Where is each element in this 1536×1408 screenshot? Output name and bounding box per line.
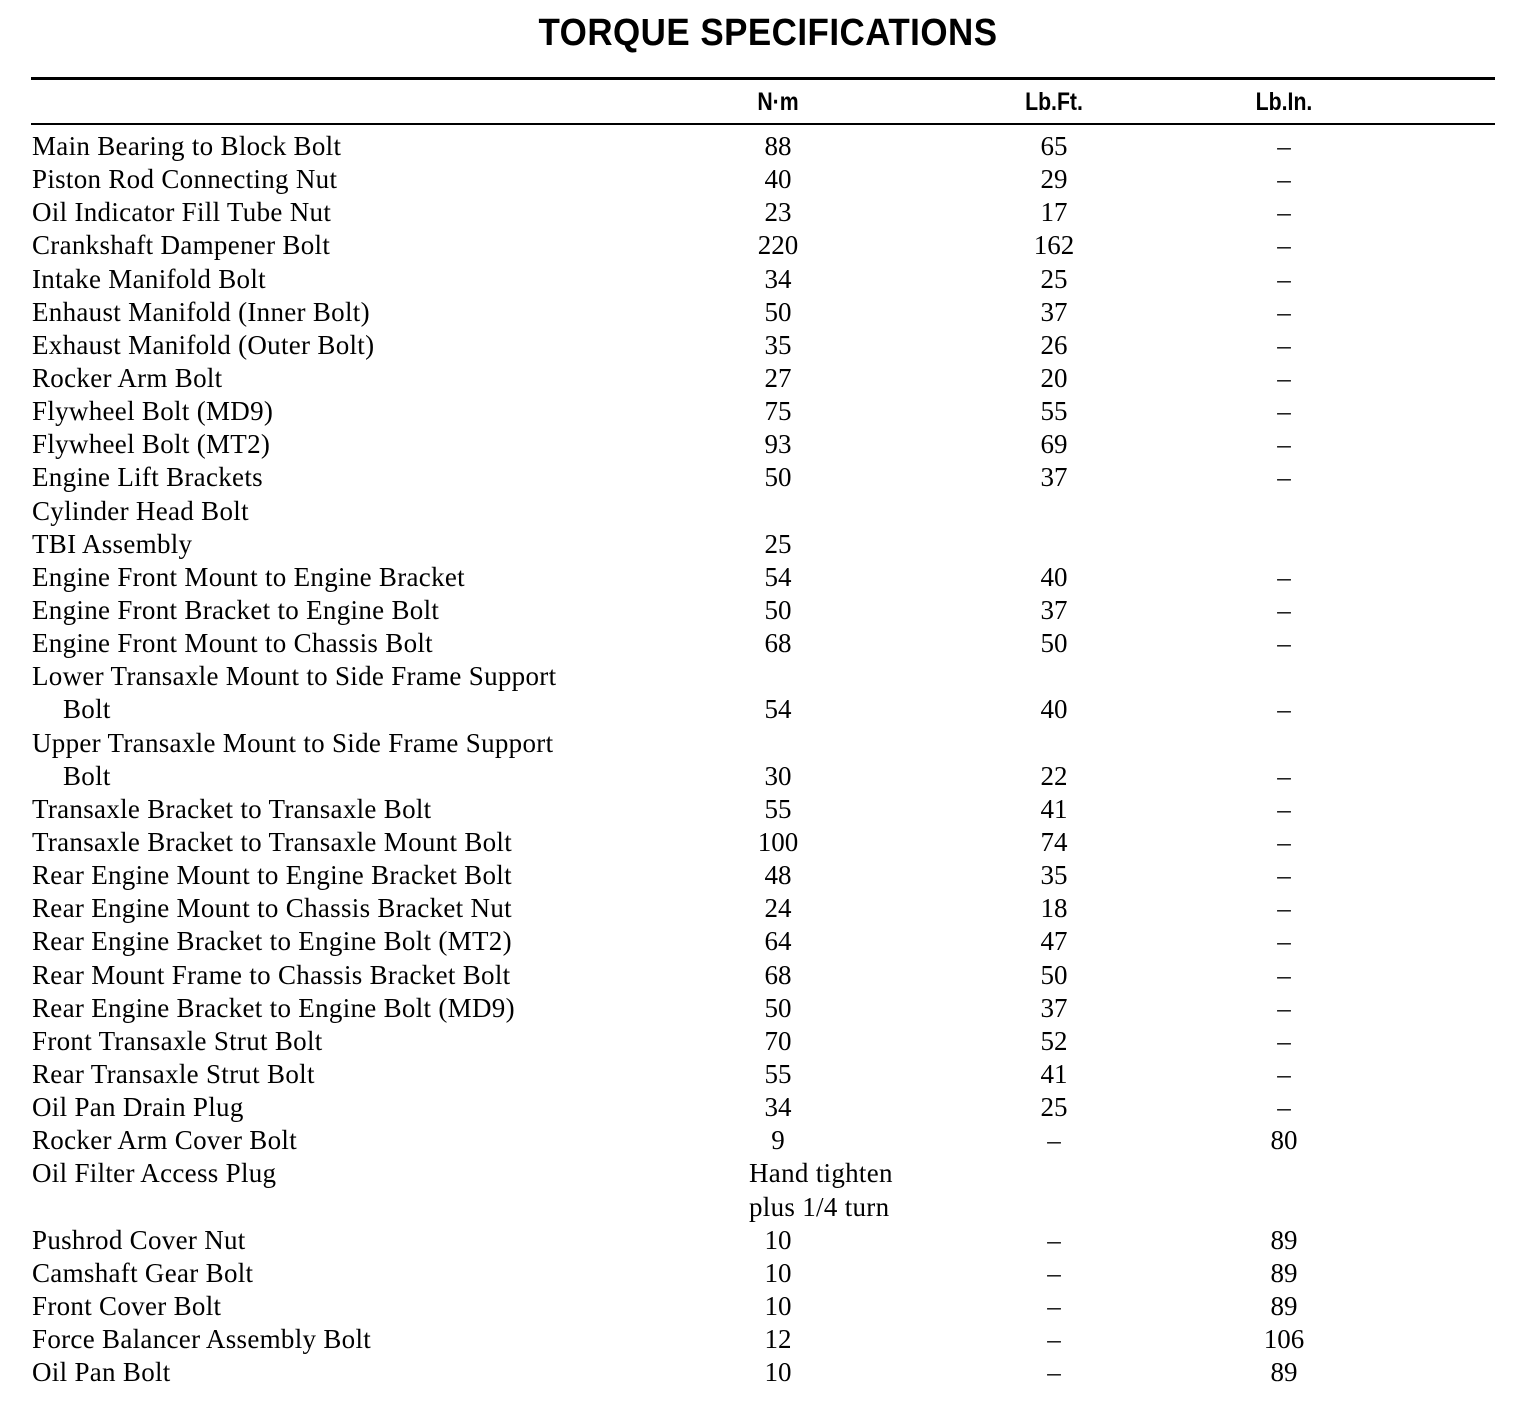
table-row: [0, 1025, 1536, 1058]
table-row: [0, 1323, 1536, 1356]
nm-instruction: [749, 1157, 893, 1223]
lbin-value: 106: [1263, 1324, 1305, 1355]
table-row: [0, 296, 1536, 329]
table-row: [0, 561, 1536, 594]
component-name: [32, 296, 370, 329]
lbin-value: 89: [1270, 1357, 1298, 1388]
nm-value: 220: [757, 230, 799, 261]
table-row: [0, 1356, 1536, 1389]
table-row: [0, 263, 1536, 296]
lbin-value: 80: [1270, 1125, 1298, 1156]
lbft-value: –: [1047, 1324, 1061, 1355]
lbft-value: 37: [1040, 594, 1068, 625]
component-name-continuation: Bolt: [63, 694, 111, 725]
component-name-line: Rear Engine Mount to Engine Bracket Bolt: [32, 860, 512, 891]
lbft-value: 20: [1040, 362, 1068, 393]
nm-value: 70: [764, 1025, 792, 1056]
nm-value: 50: [764, 992, 792, 1023]
nm-value: 10: [764, 1224, 792, 1255]
lbft-value: 55: [1040, 396, 1068, 427]
component-name: [32, 1323, 371, 1356]
component-name: [32, 925, 512, 958]
component-name: [32, 1124, 297, 1157]
lbin-value: –: [1277, 263, 1291, 294]
component-name-line: Engine Front Mount to Chassis Bolt: [32, 628, 433, 659]
component-name-line: Flywheel Bolt (MD9): [32, 396, 274, 427]
component-name: [32, 992, 515, 1025]
component-name: [32, 528, 192, 561]
component-name: [32, 362, 222, 395]
component-name-line: Engine Front Mount to Engine Bracket: [32, 561, 465, 592]
component-name-line: Transaxle Bracket to Transaxle Bolt: [32, 793, 432, 824]
torque-table: [0, 130, 1536, 1389]
table-row: [0, 428, 1536, 461]
component-name-line: TBI Assembly: [32, 528, 193, 559]
nm-value: 30: [764, 760, 792, 791]
lbin-value: –: [1277, 429, 1291, 460]
component-name: [32, 1290, 221, 1323]
lbft-value: –: [1047, 1290, 1061, 1321]
component-name-line: Exhaust Manifold (Outer Bolt): [32, 329, 375, 360]
table-row: [0, 892, 1536, 925]
component-name: [32, 1224, 246, 1257]
table-row: [0, 329, 1536, 362]
lbin-value: –: [1277, 561, 1291, 592]
lbin-value: –: [1277, 1092, 1291, 1123]
nm-value: 68: [764, 959, 792, 990]
lbft-value: 50: [1040, 628, 1068, 659]
lbft-value: –: [1047, 1257, 1061, 1288]
lbin-value: –: [1277, 959, 1291, 990]
table-row: [0, 362, 1536, 395]
nm-value: 10: [764, 1357, 792, 1388]
lbft-value: 50: [1040, 959, 1068, 990]
lbin-value: –: [1277, 164, 1291, 195]
lbft-value: 65: [1040, 131, 1068, 161]
nm-value: 10: [764, 1290, 792, 1321]
component-name: [32, 395, 273, 428]
lbin-value: –: [1277, 926, 1291, 957]
table-row: [0, 130, 1536, 163]
lbin-value: 89: [1270, 1224, 1298, 1255]
table-row: [0, 925, 1536, 958]
lbft-value: 47: [1040, 926, 1068, 957]
lbin-value: 89: [1270, 1257, 1298, 1288]
lbin-value: 89: [1270, 1290, 1298, 1321]
component-name-line: Piston Rod Connecting Nut: [32, 164, 338, 195]
lbft-value: 37: [1040, 296, 1068, 327]
nm-value: 64: [764, 926, 792, 957]
nm-value: 50: [764, 594, 792, 625]
lbft-value: 162: [1033, 230, 1075, 261]
component-name-line: Flywheel Bolt (MT2): [32, 429, 271, 460]
component-name: [32, 1356, 171, 1389]
header-divider: [31, 123, 1495, 125]
column-header-nm: N·m: [757, 88, 799, 116]
nm-value: 40: [764, 164, 792, 195]
component-name-line: Lower Transaxle Mount to Side Frame Support: [32, 661, 557, 692]
component-name-line: Rear Mount Frame to Chassis Bracket Bolt: [32, 959, 511, 990]
component-name-line: Oil Indicator Fill Tube Nut: [32, 197, 332, 228]
lbin-value: –: [1277, 760, 1291, 791]
nm-value: 55: [764, 793, 792, 824]
lbin-value: –: [1277, 694, 1291, 725]
table-row: [0, 627, 1536, 660]
component-name-line: Oil Pan Drain Plug: [32, 1092, 244, 1123]
lbin-value: –: [1277, 1058, 1291, 1089]
lbft-value: 37: [1040, 992, 1068, 1023]
component-name-line: Front Transaxle Strut Bolt: [32, 1025, 323, 1056]
component-name: [32, 229, 330, 262]
component-name: [32, 727, 553, 793]
lbin-value: –: [1277, 893, 1291, 924]
lbft-value: 18: [1040, 893, 1068, 924]
nm-value: 48: [764, 860, 792, 891]
component-name: [32, 594, 439, 627]
component-name-line: Rear Engine Bracket to Engine Bolt (MD9): [32, 992, 515, 1023]
lbft-value: 41: [1040, 793, 1068, 824]
lbft-value: 17: [1040, 197, 1068, 228]
page-title: TORQUE SPECIFICATIONS: [538, 12, 998, 54]
component-name-line: Rocker Arm Cover Bolt: [32, 1125, 298, 1156]
component-name: [32, 1157, 276, 1190]
lbft-value: 40: [1040, 561, 1068, 592]
lbft-value: 25: [1040, 263, 1068, 294]
component-name-line: Front Cover Bolt: [32, 1290, 222, 1321]
table-row: [0, 727, 1536, 793]
nm-value: 88: [764, 131, 792, 161]
lbft-value: 25: [1040, 1092, 1068, 1123]
nm-value: 93: [764, 429, 792, 460]
nm-value: 27: [764, 362, 792, 393]
lbft-value: 74: [1040, 826, 1068, 857]
table-row: [0, 859, 1536, 892]
component-name: [32, 561, 465, 594]
table-row: [0, 660, 1536, 726]
lbin-value: –: [1277, 131, 1291, 161]
table-row: [0, 1257, 1536, 1290]
component-name-line: Oil Pan Bolt: [32, 1357, 171, 1388]
table-row: [0, 495, 1536, 528]
component-name-line: Main Bearing to Block Bolt: [32, 131, 342, 161]
lbin-value: –: [1277, 860, 1291, 891]
lbft-value: –: [1047, 1357, 1061, 1388]
component-name: [32, 793, 431, 826]
component-name-line: Camshaft Gear Bolt: [32, 1257, 254, 1288]
table-row: [0, 196, 1536, 229]
lbin-value: –: [1277, 462, 1291, 493]
table-row: [0, 959, 1536, 992]
component-name-line: Oil Filter Access Plug: [32, 1158, 277, 1189]
nm-value: 34: [764, 1092, 792, 1123]
table-row: [0, 826, 1536, 859]
table-row: [0, 1157, 1536, 1223]
nm-value: 9: [771, 1125, 785, 1156]
lbft-value: 26: [1040, 329, 1068, 360]
table-row: [0, 793, 1536, 826]
component-name: [32, 959, 510, 992]
lbin-value: –: [1277, 362, 1291, 393]
table-row: [0, 461, 1536, 494]
lbft-value: –: [1047, 1224, 1061, 1255]
component-name: [32, 1025, 323, 1058]
lbin-value: –: [1277, 230, 1291, 261]
table-row: [0, 1124, 1536, 1157]
component-name-line: Engine Lift Brackets: [32, 462, 263, 493]
table-row: [0, 992, 1536, 1025]
nm-value: 55: [764, 1058, 792, 1089]
component-name: [32, 329, 374, 362]
nm-value: 50: [764, 296, 792, 327]
lbft-value: 69: [1040, 429, 1068, 460]
component-name: [32, 660, 556, 726]
component-name-line: Force Balancer Assembly Bolt: [32, 1324, 372, 1355]
lbft-value: –: [1047, 1125, 1061, 1156]
nm-value: 34: [764, 263, 792, 294]
nm-instruction-line: Hand tighten: [749, 1158, 893, 1189]
component-name-line: Upper Transaxle Mount to Side Frame Support: [32, 727, 554, 758]
component-name-line: Transaxle Bracket to Transaxle Mount Bolt: [32, 826, 513, 857]
component-name-line: Intake Manifold Bolt: [32, 263, 266, 294]
lbin-value: –: [1277, 826, 1291, 857]
component-name-line: Rear Engine Mount to Chassis Bracket Nut: [32, 893, 512, 924]
nm-value: 54: [764, 694, 792, 725]
top-divider: [31, 77, 1495, 80]
nm-value: 10: [764, 1257, 792, 1288]
lbin-value: –: [1277, 1025, 1291, 1056]
component-name: [32, 163, 337, 196]
lbft-value: 40: [1040, 694, 1068, 725]
table-row: [0, 594, 1536, 627]
component-name-line: Rear Transaxle Strut Bolt: [32, 1058, 315, 1089]
lbft-value: 37: [1040, 462, 1068, 493]
lbin-value: –: [1277, 296, 1291, 327]
lbin-value: –: [1277, 594, 1291, 625]
component-name: [32, 461, 263, 494]
lbft-value: 41: [1040, 1058, 1068, 1089]
lbft-value: 22: [1040, 760, 1068, 791]
component-name: [32, 1257, 253, 1290]
table-row: [0, 163, 1536, 196]
nm-value: 23: [764, 197, 792, 228]
component-name: [32, 196, 331, 229]
table-row: [0, 1290, 1536, 1323]
column-header-lbin: Lb.In.: [1255, 88, 1313, 116]
table-row: [0, 1058, 1536, 1091]
column-header-lbft: Lb.Ft.: [1025, 88, 1083, 116]
nm-value: 24: [764, 893, 792, 924]
table-row: [0, 1091, 1536, 1124]
table-row: [0, 1224, 1536, 1257]
table-row: [0, 229, 1536, 262]
nm-value: 54: [764, 561, 792, 592]
component-name: [32, 1091, 244, 1124]
component-name: [32, 1058, 315, 1091]
lbin-value: –: [1277, 628, 1291, 659]
component-name-line: Engine Front Bracket to Engine Bolt: [32, 594, 440, 625]
component-name-line: Rocker Arm Bolt: [32, 362, 223, 393]
component-name: [32, 892, 512, 925]
lbin-value: –: [1277, 197, 1291, 228]
nm-instruction-line: plus 1/4 turn: [749, 1191, 890, 1222]
lbin-value: –: [1277, 793, 1291, 824]
table-row: [0, 528, 1536, 561]
nm-value: 12: [764, 1324, 792, 1355]
component-name: [32, 495, 249, 528]
nm-value: 25: [764, 528, 792, 559]
component-name-line: Crankshaft Dampener Bolt: [32, 230, 331, 261]
component-name-line: Rear Engine Bracket to Engine Bolt (MT2): [32, 926, 512, 957]
lbft-value: 29: [1040, 164, 1068, 195]
component-name-line: Cylinder Head Bolt: [32, 495, 249, 526]
nm-value: 100: [757, 826, 799, 857]
component-name-line: Pushrod Cover Nut: [32, 1224, 246, 1255]
lbft-value: 35: [1040, 860, 1068, 891]
nm-value: 35: [764, 329, 792, 360]
table-row: [0, 395, 1536, 428]
component-name: [32, 859, 512, 892]
lbft-value: 52: [1040, 1025, 1068, 1056]
component-name: [32, 263, 266, 296]
component-name-continuation: Bolt: [63, 760, 111, 791]
nm-value: 50: [764, 462, 792, 493]
component-name: [32, 130, 341, 163]
lbin-value: –: [1277, 329, 1291, 360]
component-name: [32, 627, 433, 660]
lbin-value: –: [1277, 992, 1291, 1023]
component-name: [32, 826, 512, 859]
nm-value: 68: [764, 628, 792, 659]
lbin-value: –: [1277, 396, 1291, 427]
component-name: [32, 428, 270, 461]
nm-value: 75: [764, 396, 792, 427]
component-name-line: Enhaust Manifold (Inner Bolt): [32, 296, 370, 327]
